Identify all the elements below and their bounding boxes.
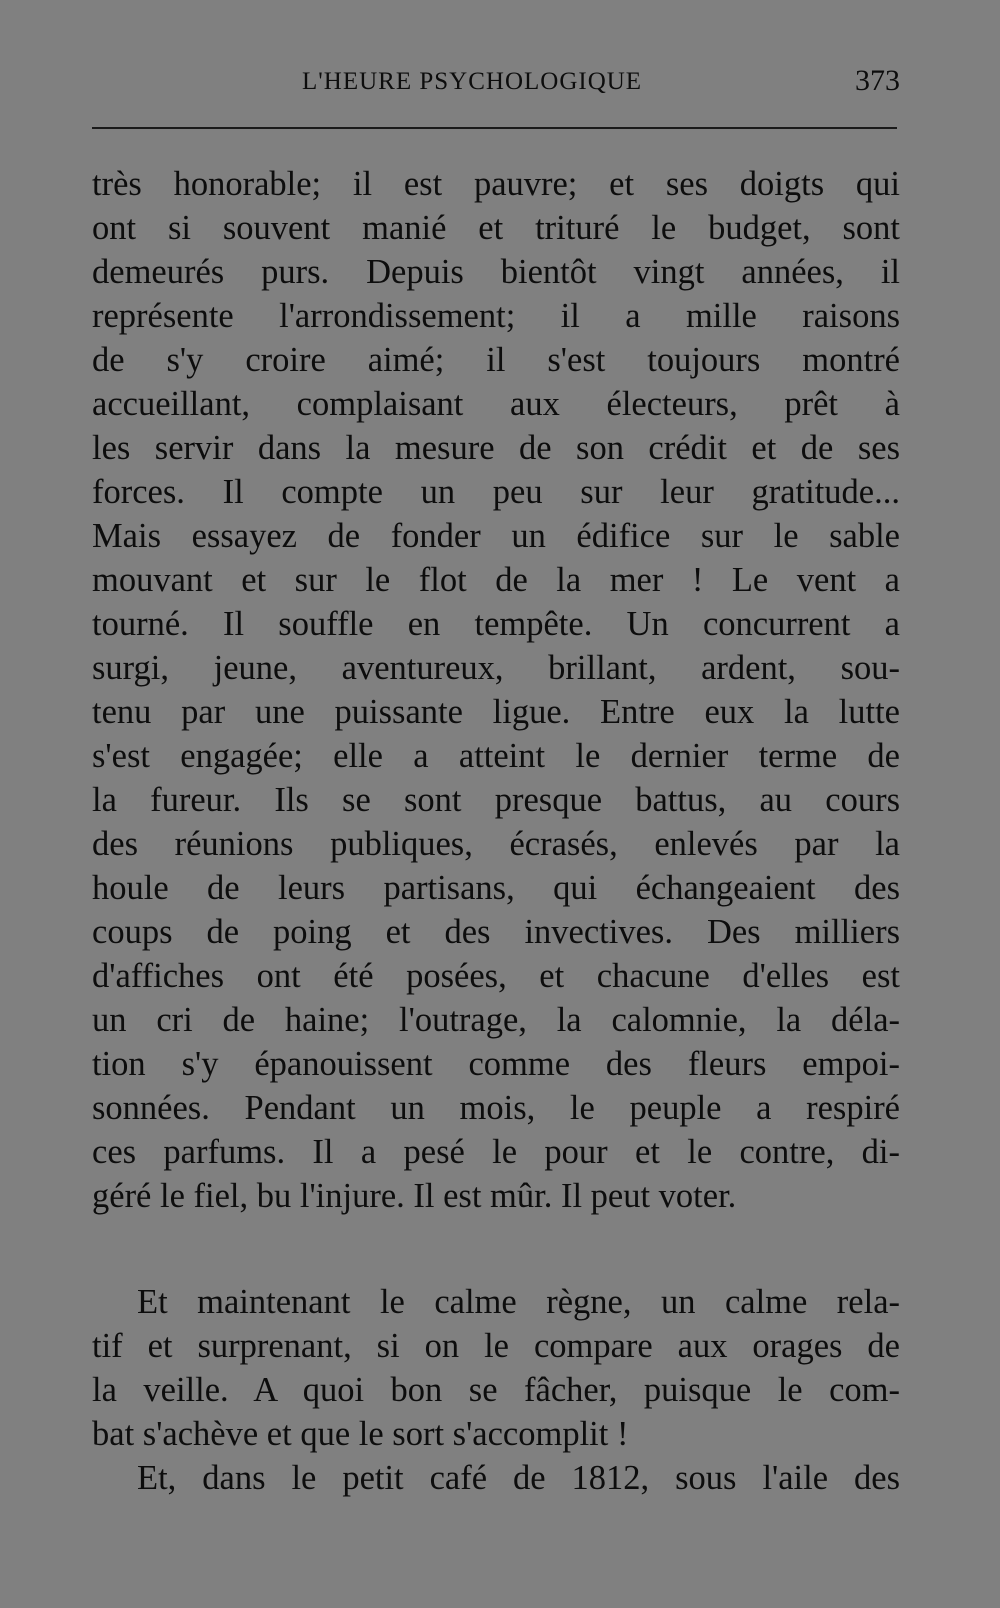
text-line: bat s'achève et que le sort s'accomplit ! — [92, 1415, 629, 1453]
text-line: surgi, jeune, aventureux, brillant, ardent, sou- — [92, 649, 900, 687]
text-line: Et, dans le petit café de 1812, sous l'aile des — [137, 1459, 900, 1497]
text-line: géré le fiel, bu l'injure. Il est mûr. Il peut voter. — [92, 1177, 737, 1215]
page-number: 373 — [855, 64, 900, 97]
text-line: tif et surprenant, si on le compare aux orages de — [92, 1327, 900, 1365]
text-line: coups de poing et des invectives. Des milliers — [92, 913, 900, 951]
text-line: représente l'arrondissement; il a mille raisons — [92, 297, 900, 335]
text-line: ont si souvent manié et trituré le budget, sont — [92, 209, 900, 247]
text-line: s'est engagée; elle a atteint le dernier terme de — [92, 737, 900, 775]
text-line: tion s'y épanouissent comme des fleurs empoi- — [92, 1045, 900, 1083]
text-line: tourné. Il souffle en tempête. Un concurrent a — [92, 605, 900, 643]
text-line: accueillant, complaisant aux électeurs, prêt à — [92, 385, 900, 423]
text-line: demeurés purs. Depuis bientôt vingt années, il — [92, 253, 900, 291]
paragraph-3 — [92, 1456, 900, 1500]
text-line: forces. Il compte un peu sur leur gratitude... — [92, 473, 900, 511]
text-line: la veille. A quoi bon se fâcher, puisque le com- — [92, 1371, 900, 1409]
text-line: un cri de haine; l'outrage, la calomnie, la déla- — [92, 1001, 900, 1039]
running-title: L'HEURE PSYCHOLOGIQUE — [302, 68, 643, 95]
running-header — [92, 62, 900, 102]
text-line: d'affiches ont été posées, et chacune d'elles est — [92, 957, 900, 995]
text-line: ces parfums. Il a pesé le pour et le contre, di- — [92, 1133, 900, 1171]
header-rule — [92, 127, 897, 129]
paragraph-1 — [92, 162, 900, 1218]
text-line: les servir dans la mesure de son crédit et de ses — [92, 429, 900, 467]
text-line: sonnées. Pendant un mois, le peuple a respiré — [92, 1089, 900, 1127]
paragraph-2 — [92, 1280, 900, 1456]
text-line: mouvant et sur le flot de la mer ! Le vent a — [92, 561, 900, 599]
text-line: de s'y croire aimé; il s'est toujours montré — [92, 341, 900, 379]
text-line: des réunions publiques, écrasés, enlevés par la — [92, 825, 900, 863]
text-line: tenu par une puissante ligue. Entre eux la lutte — [92, 693, 900, 731]
text-line: Mais essayez de fonder un édifice sur le sable — [92, 517, 900, 555]
text-line: très honorable; il est pauvre; et ses doigts qui — [92, 165, 900, 203]
text-line: houle de leurs partisans, qui échangeaient des — [92, 869, 900, 907]
text-line: la fureur. Ils se sont presque battus, au cours — [92, 781, 900, 819]
text-line: Et maintenant le calme règne, un calme rela- — [137, 1283, 900, 1321]
